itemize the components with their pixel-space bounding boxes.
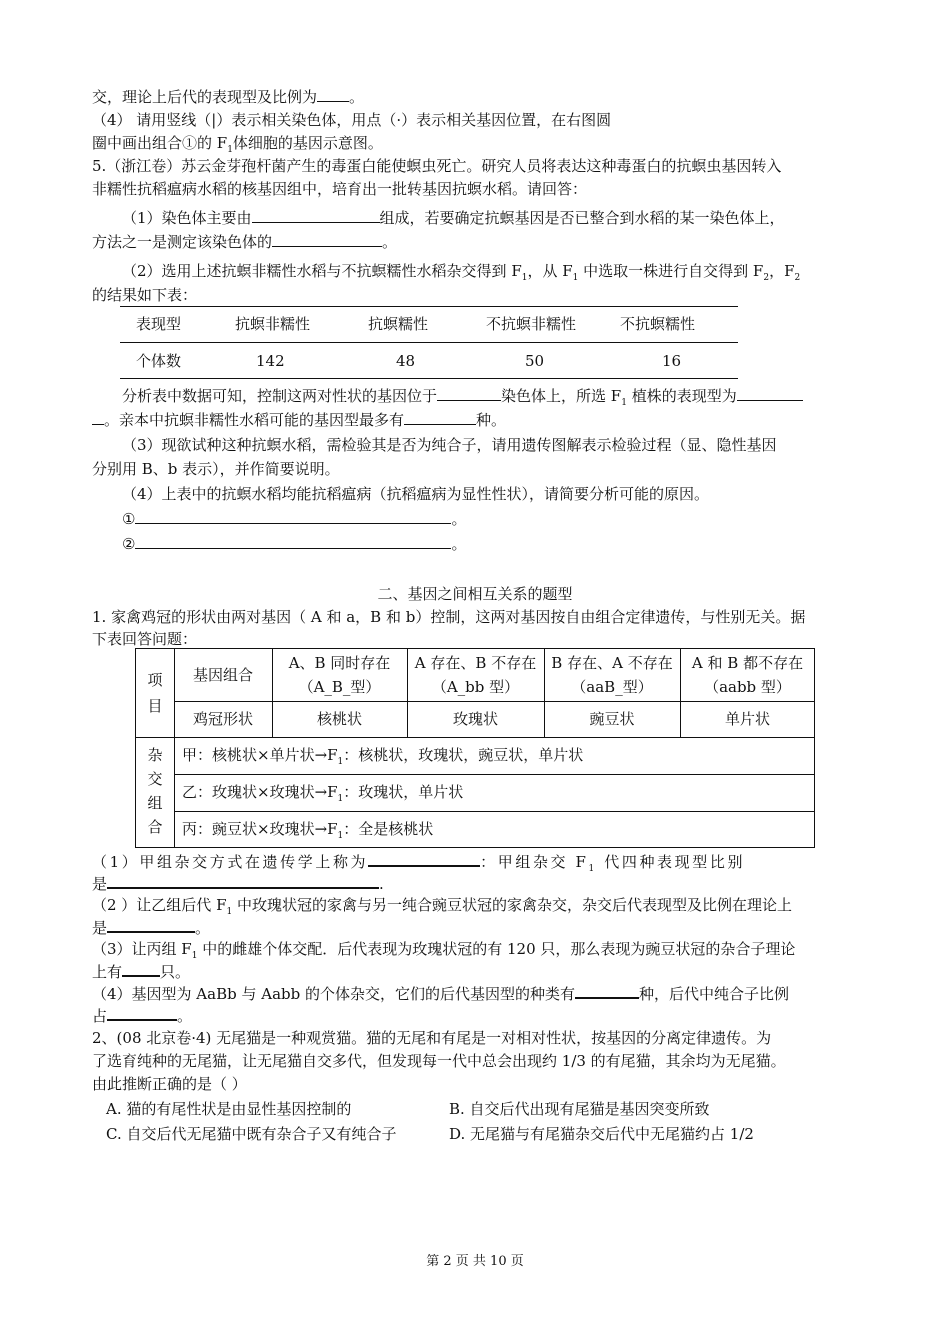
comb-shape: 玫瑰状: [452, 710, 498, 728]
q5-analysis-line1: [122, 385, 803, 410]
question-4-line2: [92, 132, 383, 157]
continuation-line: [92, 86, 364, 108]
table-top-rule: [120, 306, 738, 307]
sub-q3-line2: [92, 960, 190, 983]
text: （1）染色体主要由: [122, 209, 252, 227]
text: 体细胞的基因示意图。: [232, 134, 383, 152]
item-label: 目: [147, 697, 163, 715]
table-header: 不抗螟非糯性: [486, 315, 577, 333]
cross-label: 交: [147, 770, 163, 788]
sub-q4-line2: [92, 1004, 192, 1027]
genotype-type: （aabb 型）: [704, 678, 791, 696]
sec2-q2-line1: 2、(08 北京卷·4) 无尾猫是一种观赏猫。猫的无尾和有尾是一对相对性状，按基因的分离定律遗传。为: [92, 1029, 772, 1047]
text: 分析表中数据可知，控制这两对性状的基因位于: [122, 387, 438, 405]
table-header: 表现型: [136, 315, 182, 333]
sec2-q2-line2: 了选育纯种的无尾猫，让无尾猫自交多代，但发现每一代中总会出现约 1/3 的有尾猫，其余均为无尾猫。: [92, 1052, 786, 1070]
sub-q1-line2: [92, 872, 384, 895]
table-cell: 142: [256, 352, 285, 370]
text: （2）选用上述抗螟非糯性水稻与不抗螟糯性水稻杂交得到 F: [122, 262, 522, 280]
subscript: 1: [191, 951, 198, 961]
answer-line-1: [122, 508, 466, 530]
text: ，从 F: [527, 262, 573, 280]
table-cell: 16: [662, 352, 682, 370]
text: 种。: [476, 411, 507, 429]
answer-blank[interactable]: [575, 982, 639, 999]
table-divider: [174, 811, 815, 812]
answer-blank[interactable]: [122, 960, 160, 977]
text: 。: [349, 88, 365, 106]
text: 是: [92, 919, 108, 937]
q5-part2-line2: 的结果如下表：: [92, 286, 198, 304]
answer-blank[interactable]: [135, 508, 451, 524]
q5-part2-line1: [122, 260, 800, 285]
answer-blank[interactable]: [737, 385, 803, 401]
cross-label: 组: [147, 794, 163, 812]
option-a[interactable]: A. 猫的有尾性状是由显性基因控制的: [106, 1100, 352, 1118]
subscript: 1: [226, 907, 233, 917]
text: 甲：核桃状×单片状→F: [182, 746, 338, 764]
table-cell: 50: [525, 352, 545, 370]
page-footer: 第 2 页 共 10 页: [426, 1254, 524, 1269]
answer-blank[interactable]: [107, 872, 379, 889]
answer-blank[interactable]: [107, 916, 195, 933]
genotype-header: B 存在、A 不存在: [551, 654, 673, 672]
text: 中的雌雄个体交配．后代表现为玫瑰状冠的有 120 只，那么表现为豌豆状冠的杂合子理论: [197, 940, 796, 958]
text: ，F: [769, 262, 795, 280]
question-5-line2: 非糯性抗稻瘟病水稻的核基因组中，培育出一批转基因抗螟水稻。请回答：: [92, 180, 588, 198]
subscript: 1: [588, 864, 597, 874]
text: ：全是核桃状: [343, 820, 434, 838]
table-divider: [174, 774, 815, 775]
q5-part3-line1: （3）现欲试种这种抗螟水稻，需检验其是否为纯合子，请用遗传图解表示检验过程（显、隐性基因: [122, 436, 777, 454]
q5-part4: （4）上表中的抗螟水稻均能抗稻瘟病（抗稻瘟病为显性性状），请简要分析可能的原因。: [122, 485, 710, 503]
sec2-q2-line3: 由此推断正确的是（ ）: [92, 1075, 247, 1093]
comb-shape: 豌豆状: [589, 710, 635, 728]
text: 。: [177, 1007, 193, 1025]
answer-blank[interactable]: [272, 231, 382, 247]
answer-blank[interactable]: [368, 850, 480, 867]
subscript: 2: [794, 273, 801, 283]
comb-table: [135, 648, 815, 848]
cross-label: 杂: [147, 746, 163, 764]
text: 丙：豌豆状×玫瑰状→F: [182, 820, 338, 838]
cross-label: 合: [147, 818, 163, 836]
text: 是: [92, 875, 108, 893]
comb-shape: 核桃状: [316, 710, 362, 728]
cross-row-yi: [182, 781, 463, 806]
genotype-type: （aaB_型）: [571, 678, 653, 696]
text: 。亲本中抗螟非糯性水稻可能的基因型最多有: [104, 411, 405, 429]
sub-q2-line2: [92, 916, 210, 939]
text: ②: [122, 535, 136, 553]
text: 圈中画出组合①的 F: [92, 134, 228, 152]
question-5-line1: 5.（浙江卷）苏云金芽孢杆菌产生的毒蛋白能使螟虫死亡。研究人员将表达这种毒蛋白的抗螟虫基因转入: [92, 157, 782, 175]
q5-part3-line2: 分别用 B、b 表示），并作简要说明。: [92, 460, 340, 478]
table-divider: [136, 737, 815, 738]
text: （1）甲组杂交方式在遗传学上称为: [92, 853, 369, 871]
text: ：甲组杂交 F: [480, 853, 589, 871]
genotype-header: A、B 同时存在: [288, 654, 391, 672]
gene-combo-label: 基因组合: [192, 666, 253, 684]
table-header: 不抗螟糯性: [620, 315, 696, 333]
text: 占: [92, 1007, 108, 1025]
genotype-header: A 存在、B 不存在: [414, 654, 537, 672]
text: 植株的表现型为: [626, 387, 737, 405]
answer-blank[interactable]: [317, 86, 349, 102]
table-header: 抗螟糯性: [368, 315, 429, 333]
text: 交，理论上后代的表现型及比例为: [92, 88, 318, 106]
answer-blank[interactable]: [437, 385, 501, 401]
answer-blank[interactable]: [404, 409, 476, 425]
sec2-q1-line1: 1. 家禽鸡冠的形状由两对基因（ A 和 a，B 和 b）控制，这两对基因按自由组合定律遗传，与性别无关。据: [92, 608, 806, 626]
sub-q3-line1: [92, 938, 795, 963]
text: 代四种表现型比别: [596, 853, 746, 871]
subscript: 1: [337, 757, 344, 767]
text: 中玫瑰状冠的家禽与另一纯合豌豆状冠的家禽杂交，杂交后代表现型及比例在理论上: [232, 896, 793, 914]
text: 染色体上，所选 F: [501, 387, 622, 405]
text: ①: [122, 510, 136, 528]
cross-row-jia: [182, 744, 583, 769]
option-b[interactable]: B. 自交后代出现有尾猫是基因突变所致: [449, 1100, 710, 1118]
table-bottom-rule: [120, 378, 738, 379]
subscript: 1: [621, 398, 627, 408]
text: 乙：玫瑰状×玫瑰状→F: [182, 783, 338, 801]
table-header: 抗螟非糯性: [235, 315, 311, 333]
text: （4）基因型为 AaBb 与 Aabb 的个体杂交，它们的后代基因型的种类有: [92, 985, 575, 1003]
item-label: 项: [147, 671, 163, 689]
answer-blank[interactable]: [107, 1004, 177, 1021]
table-mid-rule: [120, 342, 738, 343]
sec2-q1-line2: 下表回答问题：: [92, 630, 198, 648]
subscript: 1: [337, 794, 344, 804]
subscript: 1: [572, 273, 579, 283]
text: ：玫瑰状，单片状: [343, 783, 464, 801]
subscript: 1: [227, 145, 233, 155]
cross-row-bing: [182, 818, 433, 843]
text: 。: [451, 535, 467, 553]
genotype-type: （A_bb 型）: [431, 678, 520, 696]
text: 。: [451, 510, 467, 528]
answer-line-2: [122, 533, 466, 555]
q5-analysis-line2: [92, 409, 506, 431]
answer-blank[interactable]: [252, 207, 380, 223]
answer-blank[interactable]: [92, 409, 104, 425]
text: （3）让丙组 F: [92, 940, 192, 958]
subscript: 1: [521, 273, 528, 283]
text: ：核桃状，玫瑰状，豌豆状，单片状: [343, 746, 584, 764]
table-divider: [174, 701, 815, 702]
answer-blank[interactable]: [135, 533, 451, 549]
section-title: 二、基因之间相互关系的题型: [377, 585, 573, 603]
subscript: 2: [763, 273, 770, 283]
text: （2 ）让乙组后代 F: [92, 896, 227, 914]
text: 组成，若要确定抗螟基因是否已整合到水稻的某一染色体上，: [379, 209, 785, 227]
text: 只。: [160, 963, 191, 981]
text: .: [379, 875, 384, 893]
text: 上有: [92, 963, 123, 981]
table-cell: 个体数: [136, 352, 182, 370]
comb-shape: 单片状: [724, 710, 770, 728]
text: 中选取一株进行自交得到 F: [578, 262, 764, 280]
q5-part1-line2: [92, 231, 397, 253]
text: 种，后代中纯合子比例: [639, 985, 790, 1003]
question-4-line1: （4） 请用竖线（|）表示相关染色体，用点（·）表示相关基因位置，在右图圆: [92, 111, 612, 129]
genotype-type: （A_B_型）: [298, 678, 381, 696]
option-c[interactable]: C. 自交后代无尾猫中既有杂合子又有纯合子: [106, 1125, 397, 1143]
q5-part1-line1: [122, 207, 785, 229]
option-d[interactable]: D. 无尾猫与有尾猫杂交后代中无尾猫约占 1/2: [449, 1125, 754, 1143]
sub-q4-line1: [92, 982, 789, 1005]
comb-shape-label: 鸡冠形状: [192, 710, 253, 728]
table-cell: 48: [396, 352, 416, 370]
subscript: 1: [337, 831, 344, 841]
text: 。: [382, 233, 398, 251]
text: 方法之一是测定该染色体的: [92, 233, 273, 251]
genotype-header: A 和 B 都不存在: [691, 654, 804, 672]
text: 。: [195, 919, 211, 937]
